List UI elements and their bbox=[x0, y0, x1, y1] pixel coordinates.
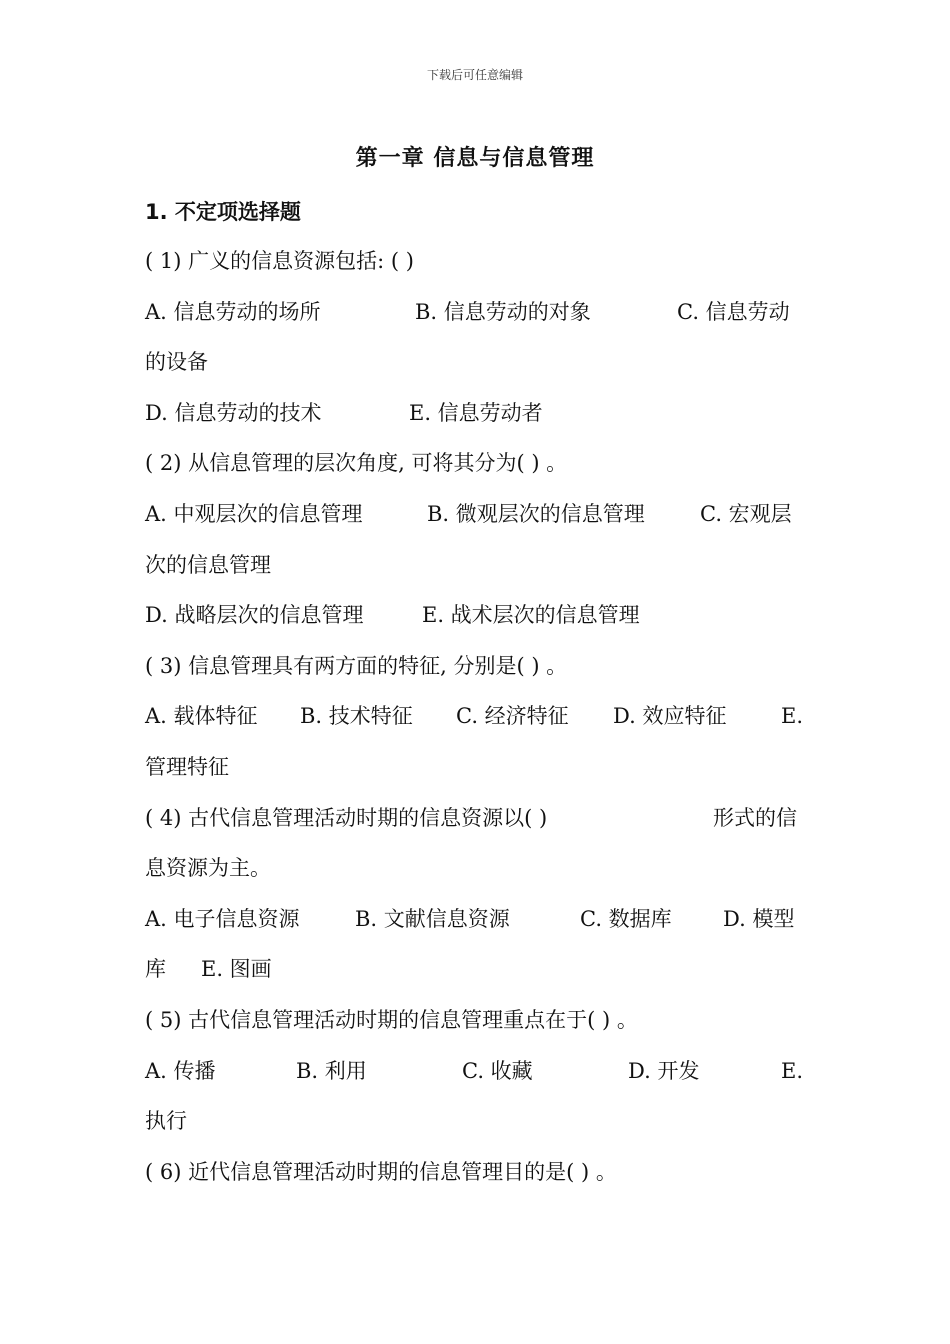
question-list bbox=[145, 236, 810, 1197]
q3-option-e-continued: 管理特征 bbox=[145, 754, 229, 779]
q2-options-row-1 bbox=[145, 489, 810, 540]
q3-options-row bbox=[145, 691, 810, 742]
q1-option-b: B. 信息劳动的对象 bbox=[415, 299, 591, 324]
q2-option-c: C. 宏观层 bbox=[700, 501, 792, 526]
q5-option-e-continued: 执行 bbox=[145, 1109, 187, 1134]
q3-option-e: E. bbox=[781, 704, 804, 729]
q6-stem: ( 6) 近代信息管理活动时期的信息管理目的是( ) 。 bbox=[145, 1159, 617, 1184]
q5-option-c: C. 收藏 bbox=[462, 1058, 533, 1083]
q2-option-e: E. 战术层次的信息管理 bbox=[422, 603, 640, 628]
q4-stem-end: 形式的信 bbox=[713, 805, 797, 830]
q1-option-a: A. 信息劳动的场所 bbox=[145, 299, 321, 324]
q5-options-row bbox=[145, 1046, 810, 1097]
q2-option-d: D. 战略层次的信息管理 bbox=[145, 603, 364, 628]
page-header-note: 下载后可任意编辑 bbox=[426, 68, 523, 82]
chapter-title: 第一章 信息与信息管理 bbox=[355, 146, 595, 171]
q5-option-e: E. bbox=[781, 1058, 804, 1083]
q4-options-row bbox=[145, 894, 810, 945]
q1-options-row-2 bbox=[145, 388, 810, 439]
q2-option-b: B. 微观层次的信息管理 bbox=[427, 501, 645, 526]
q5-option-a: A. 传播 bbox=[145, 1058, 216, 1083]
q4-option-b: B. 文献信息资源 bbox=[355, 906, 510, 931]
q2-option-c-continued: 次的信息管理 bbox=[145, 552, 271, 577]
section-title: 1. 不定项选择题 bbox=[145, 200, 301, 224]
q2-option-a: A. 中观层次的信息管理 bbox=[145, 501, 363, 526]
q4-option-e: E. 图画 bbox=[201, 957, 272, 982]
q1-options-row-1 bbox=[145, 287, 810, 338]
q3-option-b: B. 技术特征 bbox=[300, 704, 413, 729]
q4-option-a: A. 电子信息资源 bbox=[145, 906, 300, 931]
q5-option-b: B. 利用 bbox=[296, 1058, 367, 1083]
q3-option-d: D. 效应特征 bbox=[613, 704, 727, 729]
q1-option-e: E. 信息劳动者 bbox=[409, 400, 543, 425]
q4-option-d-continued: 库 bbox=[145, 957, 166, 982]
q2-options-row-2 bbox=[145, 590, 810, 641]
q5-stem: ( 5) 古代信息管理活动时期的信息管理重点在于( ) 。 bbox=[145, 1007, 638, 1032]
q4-options-row-2 bbox=[145, 944, 810, 995]
q3-option-c: C. 经济特征 bbox=[456, 704, 569, 729]
q2-stem: ( 2) 从信息管理的层次角度, 可将其分为( ) 。 bbox=[145, 451, 568, 476]
q1-option-c-continued: 的设备 bbox=[145, 350, 208, 375]
q5-option-d: D. 开发 bbox=[628, 1058, 700, 1083]
q4-stem-continued: 息资源为主。 bbox=[145, 856, 271, 881]
q4-option-c: C. 数据库 bbox=[580, 906, 672, 931]
q4-stem bbox=[145, 793, 810, 844]
q1-stem: ( 1) 广义的信息资源包括: ( ) bbox=[145, 249, 414, 273]
q3-option-a: A. 载体特征 bbox=[145, 704, 258, 729]
q4-stem-start: ( 4) 古代信息管理活动时期的信息资源以( ) bbox=[145, 805, 548, 830]
q1-option-c: C. 信息劳动 bbox=[677, 299, 790, 324]
q3-stem: ( 3) 信息管理具有两方面的特征, 分别是( ) 。 bbox=[145, 653, 568, 678]
q4-option-d: D. 模型 bbox=[723, 906, 795, 931]
q1-option-d: D. 信息劳动的技术 bbox=[145, 400, 322, 425]
